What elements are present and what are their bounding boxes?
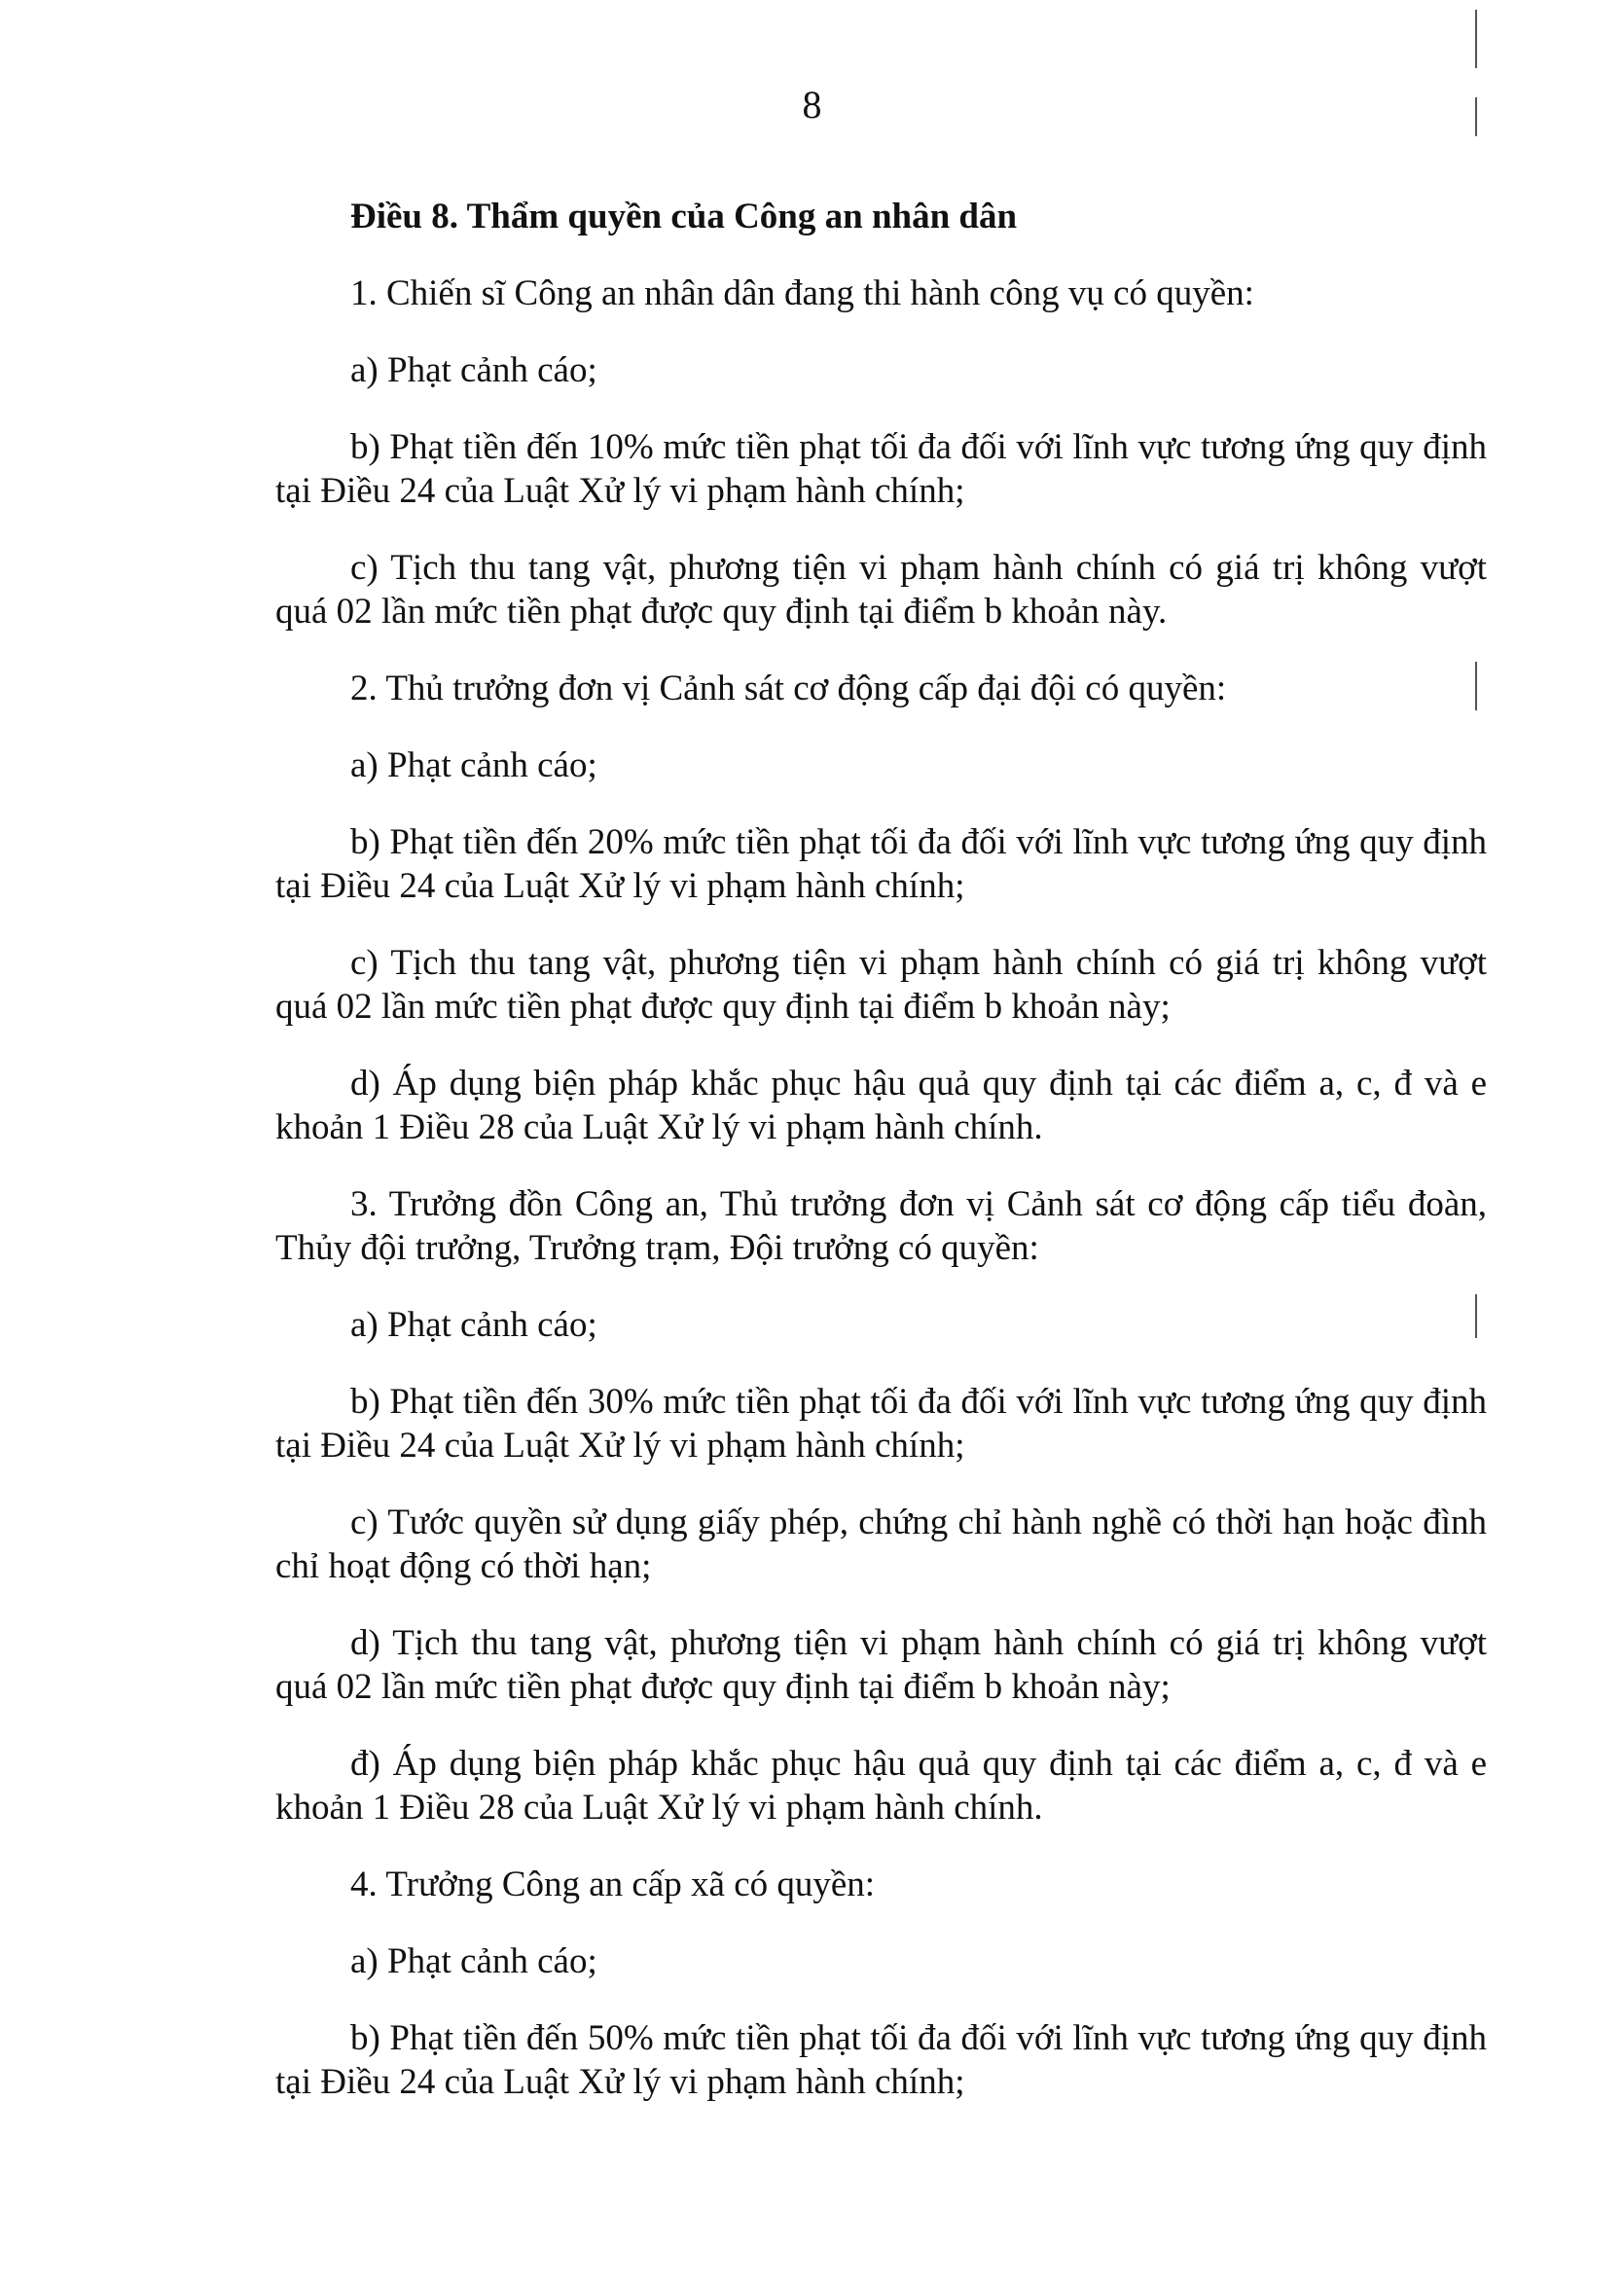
paragraph: 1. Chiến sĩ Công an nhân dân đang thi hành công vụ có quyền: — [350, 273, 1254, 313]
article-body — [275, 195, 1487, 2137]
scan-artifact — [1475, 1294, 1477, 1338]
paragraph: c) Tước quyền sử dụng giấy phép, chứng chỉ hành nghề có thời hạn hoặc đình chỉ hoạt động có thời hạn; — [275, 1503, 1487, 1586]
scan-artifact — [1475, 97, 1477, 136]
paragraph: a) Phạt cảnh cáo; — [350, 350, 597, 390]
scan-artifact — [1475, 10, 1477, 68]
paragraph: b) Phạt tiền đến 30% mức tiền phạt tối đa đối với lĩnh vực tương ứng quy định tại Điều 24 của Luật Xử lý vi phạm hành chính; — [275, 1382, 1487, 1466]
page-number: 8 — [802, 83, 822, 127]
paragraph: 3. Trưởng đồn Công an, Thủ trưởng đơn vị Cảnh sát cơ động cấp tiểu đoàn, Thủy đội trưởng, Trưởng trạm, Đội trưởng có quyền: — [275, 1184, 1487, 1268]
scan-artifact — [1475, 662, 1477, 710]
paragraph: c) Tịch thu tang vật, phương tiện vi phạm hành chính có giá trị không vượt quá 02 lần mức tiền phạt được quy định tại điểm b khoản này; — [275, 943, 1487, 1027]
paragraph: b) Phạt tiền đến 10% mức tiền phạt tối đa đối với lĩnh vực tương ứng quy định tại Điều 24 của Luật Xử lý vi phạm hành chính; — [275, 427, 1487, 511]
paragraph: đ) Áp dụng biện pháp khắc phục hậu quả quy định tại các điểm a, c, đ và e khoản 1 Điều 28 của Luật Xử lý vi phạm hành chính. — [275, 1744, 1487, 1828]
paragraph: c) Tịch thu tang vật, phương tiện vi phạm hành chính có giá trị không vượt quá 02 lần mức tiền phạt được quy định tại điểm b khoản này. — [275, 548, 1487, 632]
paragraph: a) Phạt cảnh cáo; — [350, 1305, 597, 1345]
paragraph: 2. Thủ trưởng đơn vị Cảnh sát cơ động cấp đại đội có quyền: — [350, 669, 1227, 708]
paragraph: 4. Trưởng Công an cấp xã có quyền: — [350, 1865, 876, 1904]
paragraph: a) Phạt cảnh cáo; — [350, 1941, 597, 1981]
paragraph: d) Tịch thu tang vật, phương tiện vi phạm hành chính có giá trị không vượt quá 02 lần mức tiền phạt được quy định tại điểm b khoản này; — [275, 1623, 1487, 1707]
article-heading: Điều 8. Thẩm quyền của Công an nhân dân — [350, 197, 1018, 236]
paragraph: a) Phạt cảnh cáo; — [350, 745, 597, 785]
paragraph: b) Phạt tiền đến 50% mức tiền phạt tối đa đối với lĩnh vực tương ứng quy định tại Điều 24 của Luật Xử lý vi phạm hành chính; — [275, 2018, 1487, 2102]
paragraph: d) Áp dụng biện pháp khắc phục hậu quả quy định tại các điểm a, c, đ và e khoản 1 Điều 28 của Luật Xử lý vi phạm hành chính. — [275, 1064, 1487, 1147]
paragraph: b) Phạt tiền đến 20% mức tiền phạt tối đa đối với lĩnh vực tương ứng quy định tại Điều 24 của Luật Xử lý vi phạm hành chính; — [275, 822, 1487, 906]
